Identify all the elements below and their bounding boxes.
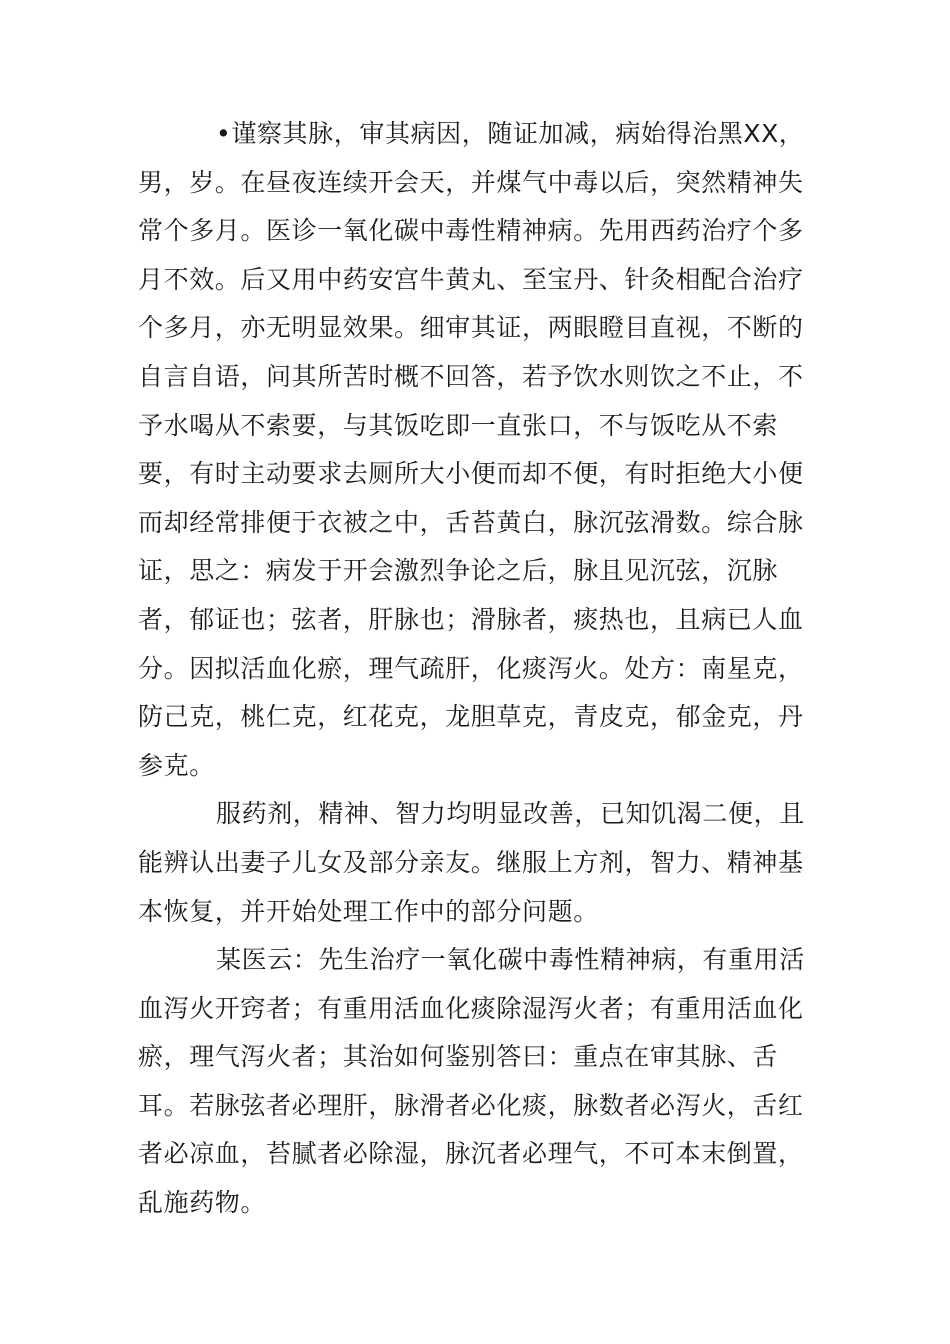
document-body bbox=[138, 110, 822, 1228]
paragraph-treatment-result: 服药剂，精神、智力均明显改善，已知饥渴二便，且能辨认出妻子儿女及部分亲友。继服上方剂，智力、精神基本恢复，并开始处理工作中的部分问题。 bbox=[138, 799, 805, 926]
paragraph-discussion: 某医云：先生治疗一氧化碳中毒性精神病，有重用活血泻火开窍者；有重用活血化痰除湿泻火者；有重用活血化瘀，理气泻火者；其治如何鉴别答曰：重点在审其脉、舌耳。若脉弦者必理肝，脉滑者必化痰，脉数者必泻火，舌红者必凉血，苔腻者必除湿，脉沉者必理气，不可本末倒置，乱施药物。 bbox=[138, 945, 805, 1218]
paragraph-case-record: •谨察其脉，审其病因，随证加减，病始得治黑XX，男，岁。在昼夜连续开会天，并煤气中毒以后，突然精神失常个多月。医诊一氧化碳中毒性精神病。先用西药治疗个多月不效。后又用中药安宫牛黄丸、至宝丹、针灸相配合治疗个多月，亦无明显效果。细审其证，两眼瞪目直视，不断的自言自语，问其所苦时概不回答，若予饮水则饮之不止，不予水喝从不索要，与其饭吃即一直张口，不与饭吃从不索要，有时主动要求去厕所大小便而却不便，有时拒绝大小便而却经常排便于衣被之中，舌苔黄白，脉沉弦滑数。综合脉证，思之：病发于开会激烈争论之后，脉且见沉弦，沉脉者，郁证也；弦者，肝脉也；滑脉者，痰热也，且病已人血分。因拟活血化瘀，理气疏肝，化痰泻火。处方：南星克，防己克，桃仁克，红花克，龙胆草克，青皮克，郁金克，丹参克。 bbox=[138, 119, 805, 780]
